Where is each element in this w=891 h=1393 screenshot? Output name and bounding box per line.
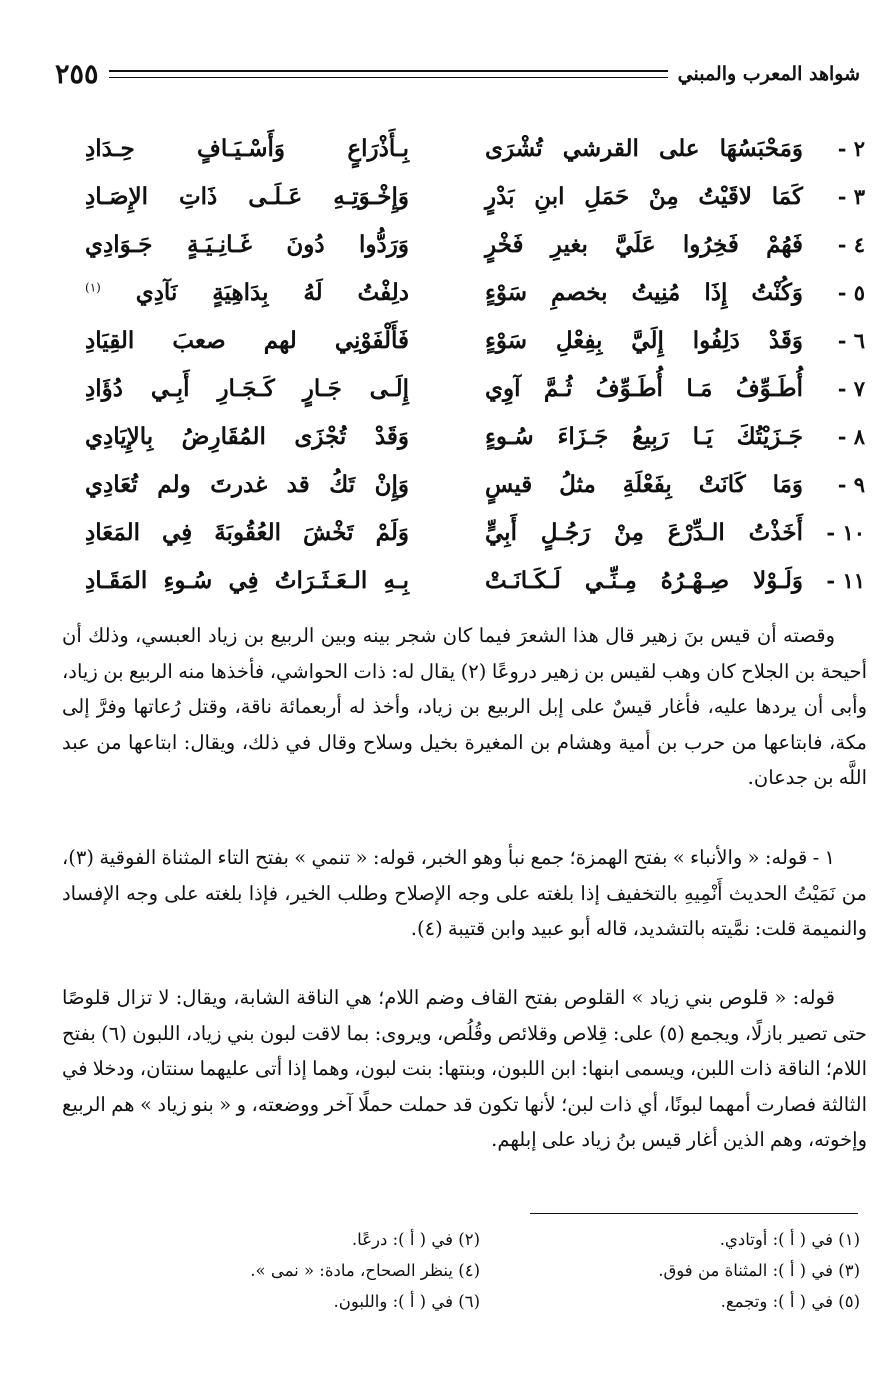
verse-first-hemistich: وَلَـوْلا صِـهْـرُهُ مِـنِّـي لَـكَـانَـتْ [485, 566, 803, 594]
verse-second-hemistich: إِلَـى جَـارٍ كَـجَـارِ أَبِـي دُؤَادِ [85, 374, 409, 402]
verse-number: ٤ - [837, 231, 865, 257]
verse-line [85, 316, 865, 364]
page-number: ٢٥٥ [55, 58, 99, 90]
footnote: (٣) في ( أ ): المثناة من فوق. [658, 1261, 860, 1280]
verse-second-hemistich: وَقَدْ تُجْزَى المُقَارِضُ بِالإِيَادِي [85, 422, 409, 450]
verse-second-hemistich: بِـأَذْرَاعٍ وَأَسْـيَـافٍ حِـدَادِ [85, 134, 409, 162]
commentary-paragraph [62, 980, 867, 1158]
verse-number: ٩ - [837, 471, 865, 497]
verse-first-hemistich: فَهُمْ فَخِرُوا عَلَيَّ بغيرِ فَخْرٍ [485, 230, 803, 258]
verse-first-hemistich: أُطَـوِّفُ مَـا أُطَـوِّفُ ثُـمَّ آوِي [485, 374, 803, 402]
verse-first-hemistich: وَكُنْتُ إِذَا مُنِيتُ بخصمِ سَوْءٍ [485, 278, 803, 306]
footnote: (٢) في ( أ ): درعًا. [351, 1230, 480, 1249]
running-title: شواهد المعرب والمبني [677, 63, 860, 85]
footnote: (١) في ( أ ): أوتادي. [719, 1230, 860, 1249]
page-header [55, 52, 860, 96]
verse-line [85, 460, 865, 508]
verse-first-hemistich: كَمَا لاقَيْتُ مِنْ حَمَلِ ابنِ بَدْرٍ [485, 182, 803, 210]
footnote-marker: (١) [85, 279, 101, 294]
verse-first-hemistich: جَـزَيْتُكَ يَـا رَبِيعُ جَـزَاءَ سُـوءٍ [485, 422, 803, 450]
verse-first-hemistich: وَقَدْ دَلِفُوا إِلَيَّ بِفِعْلِ سَوْءٍ [485, 326, 803, 354]
paragraph-text: وقصته أن قيس بنَ زهير قال هذا الشعرَ فيما كان شجر بينه وبين الربيع بن زياد العبسي، وذلك أن أحيحة بن الجلاح كان وهب لقيس بن زهير دروعًا (٢) يقال له: ذات الحواشي، فأخذها منه الربيع بن زياد، وأبى أن يردها عليه، فأغار قيسٌ على إبل الربيع بن زياد، وأخذ له أربعمائة ناقة، وقتل رُعاتها وفرَّ إلى مكة، فابتاعها من حرب بن أمية وهشام بن المغيرة بخيل وسلاح وقال في ذلك، ويقال: ابتاعها من عبد اللَّه بن جدعان. [62, 624, 868, 790]
verse-line [85, 508, 865, 556]
verse-number: ١٠ - [826, 519, 865, 545]
verse-second-hemistich: دلِفْتُ لَهُ بِدَاهِيَةٍ نَآدِي $^{(١)}$ [85, 278, 409, 306]
verse-number: ٥ - [837, 279, 865, 305]
story-paragraph [62, 618, 867, 796]
footnote: (٥) في ( أ ): وتجمع. [720, 1292, 860, 1311]
verse-second-hemistich: وَلَمْ تَخْشَ العُقُوبَةَ فِي المَعَادِ [85, 518, 409, 546]
verse-line [85, 412, 865, 460]
verse-second-hemistich: وَرَدُّوا دُونَ غَـانِـيَـةٍ جَـوَادِي [85, 230, 409, 258]
verse-number: ٨ - [837, 423, 865, 449]
verse-line [85, 556, 865, 604]
verse-number: ٣ - [837, 183, 865, 209]
poem-verses [85, 124, 865, 604]
commentary-paragraph [62, 840, 867, 947]
header-rule [109, 70, 668, 78]
footnote: (٦) في ( أ ): واللبون. [333, 1292, 480, 1311]
verse-line [85, 220, 865, 268]
verse-number: ٧ - [837, 375, 865, 401]
verse-number: ٦ - [837, 327, 865, 353]
verse-number: ١١ - [826, 567, 865, 593]
paragraph-text: قوله: « قلوص بني زياد » القلوص بفتح القاف وضم اللام؛ هي الناقة الشابة، ويقال: لا تزال قلوصًا حتى تصير بازلًا، ويجمع (٥) على: قِلاص وقلائص وقُلُص، ويروى: بما لاقت لبون بني زياد، اللبون (٦) بفتح اللام؛ الناقة ذات اللبن، ويسمى ابنها: ابن اللبون، وبنتها: بنت لبون، وهما إذا أتى عليهما سنتان، ودخلا في الثالثة فصارت أمهما لبونًا، أي ذات لبن؛ لأنها تكون قد حملت حملًا آخر ووضعته، و « بنو زياد » هم الربيع وإخوته، وهم الذين أغار قيس بنُ زياد على إبلهم. [62, 986, 867, 1152]
verse-line [85, 364, 865, 412]
verse-second-hemistich: وَإِخْـوَتِـهِ عَـلَـى ذَاتِ الإِصَـادِ [85, 182, 409, 210]
verse-first-hemistich: وَمَحْبَسُهَا على القرشي تُشْرَى [485, 134, 803, 162]
verse-line [85, 124, 865, 172]
verse-second-hemistich: بِـهِ الـعَـثَـرَاتُ فِي سُـوءِ المَقَـادِ [85, 566, 409, 594]
footnote: (٤) ينظر الصحاح، مادة: « نمى ». [250, 1261, 480, 1280]
paragraph-text: ١ - قوله: « والأنباء » بفتح الهمزة؛ جمع نبأ وهو الخبر، قوله: « تنمي » بفتح التاء المثناة الفوقية (٣)، من نَمَيْتُ الحديث أَنْمِيهِ بالتخفيف إذا بلغته على وجه الإصلاح وطلب الخير، فإذا بلغته على وجه الإفساد والنميمة قلت: نمَّيته بالتشديد، قاله أبو عبيد وابن قتيبة (٤). [62, 846, 867, 941]
verse-line [85, 172, 865, 220]
verse-second-hemistich: وَإِنْ تَكُ قد غدرتَ ولم تُعَادِي [85, 470, 409, 498]
footnotes [200, 1226, 860, 1315]
verse-number: ٢ - [837, 135, 865, 161]
verse-first-hemistich: أَخَذْتُ الـدِّرْعَ مِنْ رَجُـلٍ أَبِيٍّ [485, 518, 803, 546]
footnote-separator [530, 1213, 858, 1214]
verse-second-hemistich: فَأَلْفَوْنِي لهم صعبَ القِيَادِ [85, 326, 409, 354]
verse-line [85, 268, 865, 316]
verse-first-hemistich: وَمَا كَانَتْ بِفَعْلَةِ مثلُ قيسٍ [485, 470, 803, 498]
